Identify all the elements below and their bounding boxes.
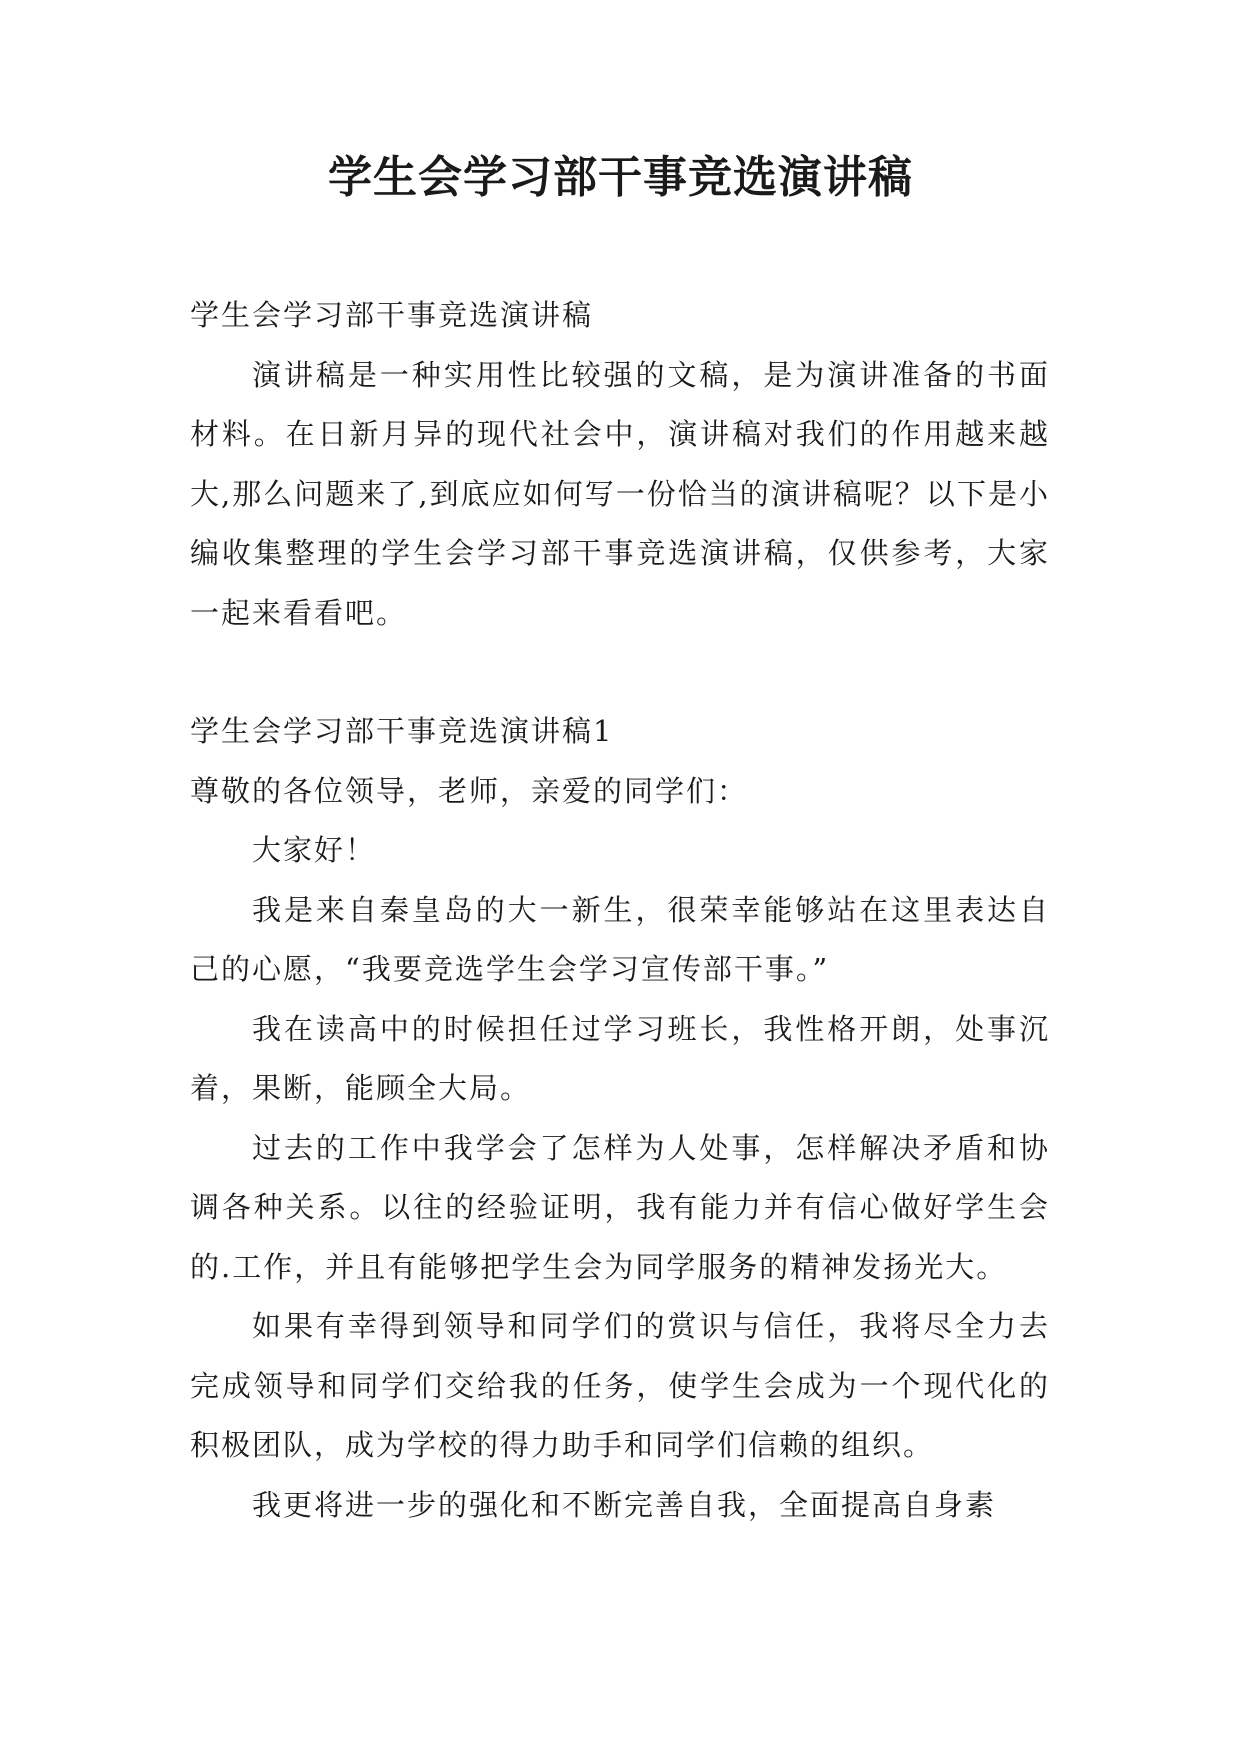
body-paragraph: 我是来自秦皇岛的大一新生，很荣幸能够站在这里表达自己的心愿，“我要竞选学生会学习宣传部干事。”: [190, 892, 1050, 986]
body-paragraph: 如果有幸得到领导和同学们的赏识与信任，我将尽全力去完成领导和同学们交给我的任务，使学生会成为一个现代化的积极团队，成为学校的得力助手和同学们信赖的组织。: [190, 1309, 1050, 1462]
body-paragraph: 我更将进一步的强化和不断完善自我，全面提高自身素: [252, 1487, 997, 1522]
document-title: 学生会学习部干事竞选演讲稿: [328, 152, 913, 203]
document-subtitle: 学生会学习部干事竞选演讲稿: [190, 298, 594, 332]
section-heading: 学生会学习部干事竞选演讲稿1: [190, 714, 614, 748]
intro-paragraph: 演讲稿是一种实用性比较强的文稿，是为演讲准备的书面材料。在日新月异的现代社会中，演讲稿对我们的作用越来越大,那么问题来了,到底应如何写一份恰当的演讲稿呢？以下是小编收集整理的学生会学习部干事竞选演讲稿，仅供参考，大家一起来看看吧。: [190, 357, 1050, 630]
body-paragraph: 过去的工作中我学会了怎样为人处事，怎样解决矛盾和协调各种关系。以往的经验证明，我有能力并有信心做好学生会的.工作，并且有能够把学生会为同学服务的精神发扬光大。: [190, 1130, 1050, 1284]
body-paragraph: 大家好！: [252, 833, 377, 867]
body-paragraph: 我在读高中的时候担任过学习班长，我性格开朗，处事沉着，果断，能顾全大局。: [190, 1011, 1050, 1105]
salutation: 尊敬的各位领导，老师，亲爱的同学们：: [190, 773, 749, 808]
section-spacer: [190, 643, 1050, 702]
document-body: [190, 286, 1050, 1535]
